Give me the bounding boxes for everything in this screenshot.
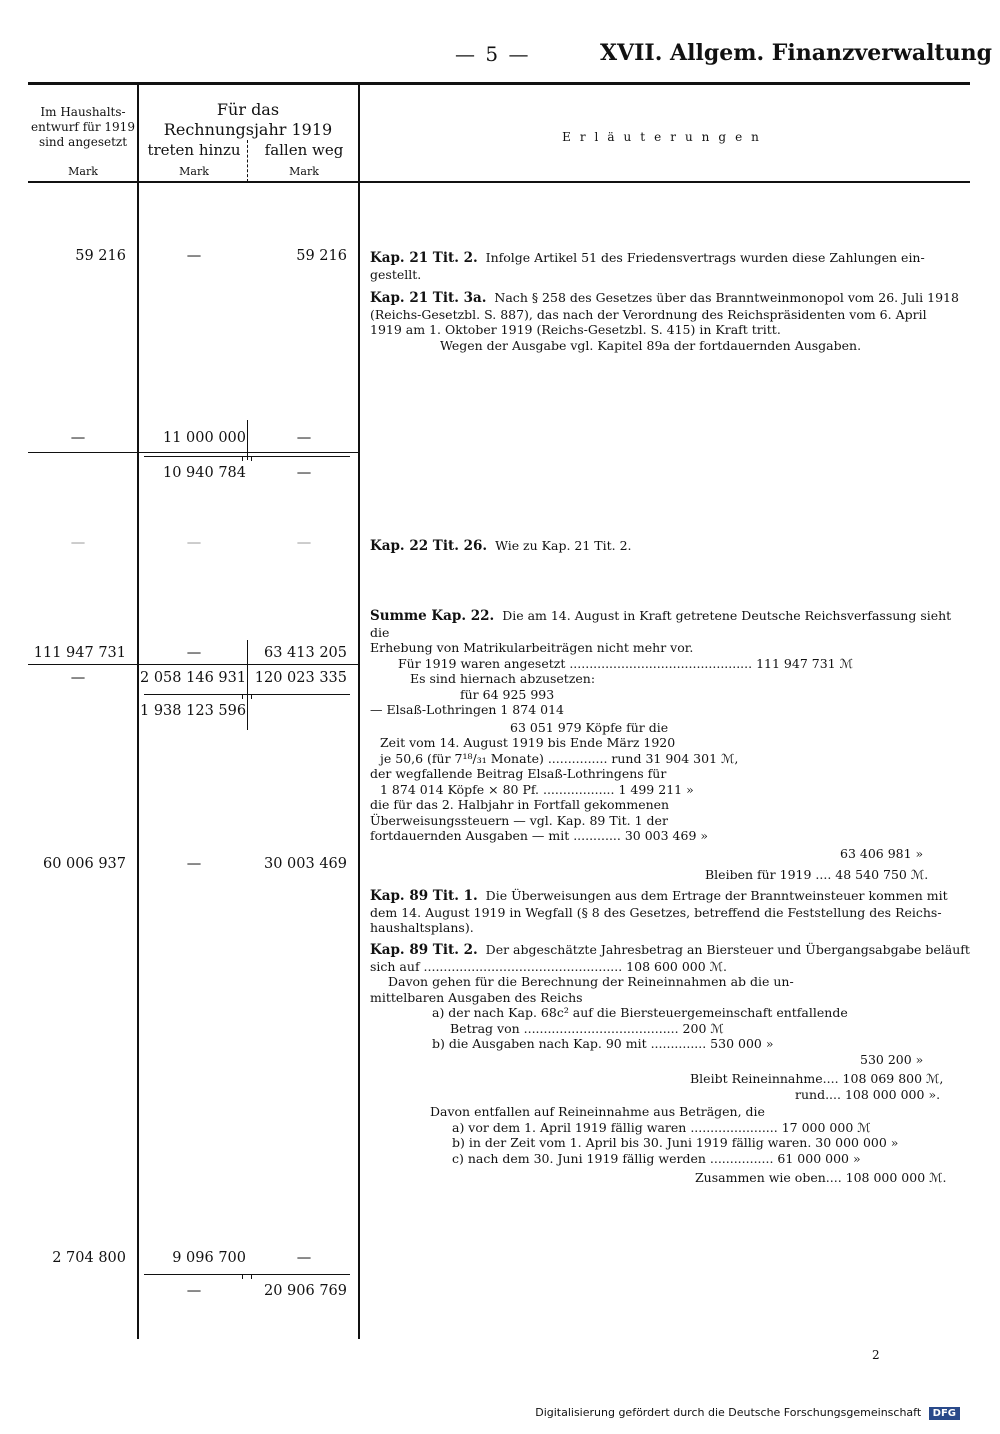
note-kap89-tit2: Kap. 89 Tit. 2. Der abgeschätzte Jahresbetrag an Biersteuer und Übergangsabgabe beläuft sich auf .................................................. 108 600 000 ℳ. Davon gehen für die Berechnung der Reineinnahmen ab die un- mittelbaren Ausgaben des Reichs a) der nach Kap. 68c² auf die Biersteuergemeinschaft entfallende Betrag von ....................................... 200 ℳ b) die Ausgaben nach Kap. 90 mit .............. 530 000 » 530 200 » Bleibt Reineinnahme.... 108 069 800 ℳ, rund.... 108 000 000 ». Davon entfallen auf Reineinnahme aus Beträgen, die a) vor dem 1. April 1919 fällig waren ...................... 17 000 000 ℳ b) in der Zeit vom 1. April bis 30. Juni 1919 fällig waren. 30 000 000 » c) nach dem 30. Juni 1919 fällig werden ................ 61 000 000 » Zusammen wie oben.... 108 000 000 ℳ. bbox=[370, 942, 970, 1185]
col2-header: treten hinzu bbox=[147, 141, 241, 159]
note-kap89-tit1: Kap. 89 Tit. 1. Die Überweisungen aus dem Ertrage der Branntweinsteuer kommen mit dem 14. August 1919 in Wegfall (§ 8 des Gesetzes, betreffend die Feststellung des Reichs- haushaltsplans). bbox=[370, 888, 948, 935]
top-rule bbox=[28, 82, 970, 85]
col-divider-1 bbox=[137, 84, 139, 1339]
col2-unit: Mark bbox=[179, 165, 209, 178]
col3-unit: Mark bbox=[289, 165, 319, 178]
sum-brace bbox=[144, 1268, 350, 1275]
page-number: — 5 — bbox=[455, 42, 531, 66]
sum-brace bbox=[144, 688, 350, 695]
digitization-footer: Digitalisierung gefördert durch die Deutsche Forschungsgemeinschaft DFG bbox=[535, 1406, 960, 1420]
header-bottom-rule bbox=[28, 181, 970, 183]
note-summe-kap22: Summe Kap. 22. Die am 14. August in Kraft getretene Deutsche Reichsverfassung sieht die Erhebung von Matrikularbeiträgen nicht mehr vor. Für 1919 waren angesetzt .............................................. 111 947 731 ℳ Es sind hiernach abzusetzen: für 64 925 993 — Elsaß-Lothringen 1 874 014 63 051 979 Köpfe für die Zeit vom 14. August 1919 bis Ende März 1920 je 50,6 (für 7¹⁸/₃₁ Monate) ............... rund 31 904 301 ℳ, der wegfallende Beitrag Elsaß-Lothringens für 1 874 014 Köpfe × 80 Pf. .................. 1 499 211 » die für das 2. Halbjahr in Fortfall gekommenen Überweisungssteuern — vgl. Kap. 89 Tit. 1 der fortdauernden Ausgaben — mit ............ 30 003 469 » 63 406 981 » Bleiben für 1919 .... 48 540 750 ℳ. bbox=[370, 608, 952, 882]
col1-header: Im Haushalts- entwurf für 1919 sind angesetzt bbox=[31, 105, 135, 149]
page-title: XVII. Allgem. Finanzverwaltung bbox=[600, 40, 992, 66]
note-kap21-tit3a: Kap. 21 Tit. 3a. Nach § 258 des Gesetzes über das Branntweinmonopol vom 26. Juli 1918 (Reichs-Gesetzbl. S. 887), das nach der Verordnung des Reichspräsidenten vom 6. April 1919 am 1. Oktober 1919 (Reichs-Gesetzbl. S. 415) in Kraft tritt. Wegen der Ausgabe vgl. Kapitel 89a der fortdauernden Ausgaben. bbox=[370, 290, 959, 353]
group-header: Für das Rechnungsjahr 1919 bbox=[163, 100, 333, 139]
row-rule-2 bbox=[28, 664, 358, 665]
col3-header: fallen weg bbox=[264, 141, 344, 159]
note-kap22-tit26: Kap. 22 Tit. 26. Wie zu Kap. 21 Tit. 2. bbox=[370, 538, 632, 554]
sum-brace bbox=[144, 450, 350, 457]
col1-unit: Mark bbox=[68, 165, 98, 178]
col4-header: Erläuterungen bbox=[562, 130, 768, 144]
page-footnote: 2 bbox=[872, 1348, 880, 1362]
col-divider-3 bbox=[358, 84, 360, 1339]
note-kap21-tit2: Kap. 21 Tit. 2. Infolge Artikel 51 des Friedensvertrags wurden diese Zahlungen ein- gestellt. bbox=[370, 250, 925, 282]
dfg-logo: DFG bbox=[929, 1407, 960, 1420]
